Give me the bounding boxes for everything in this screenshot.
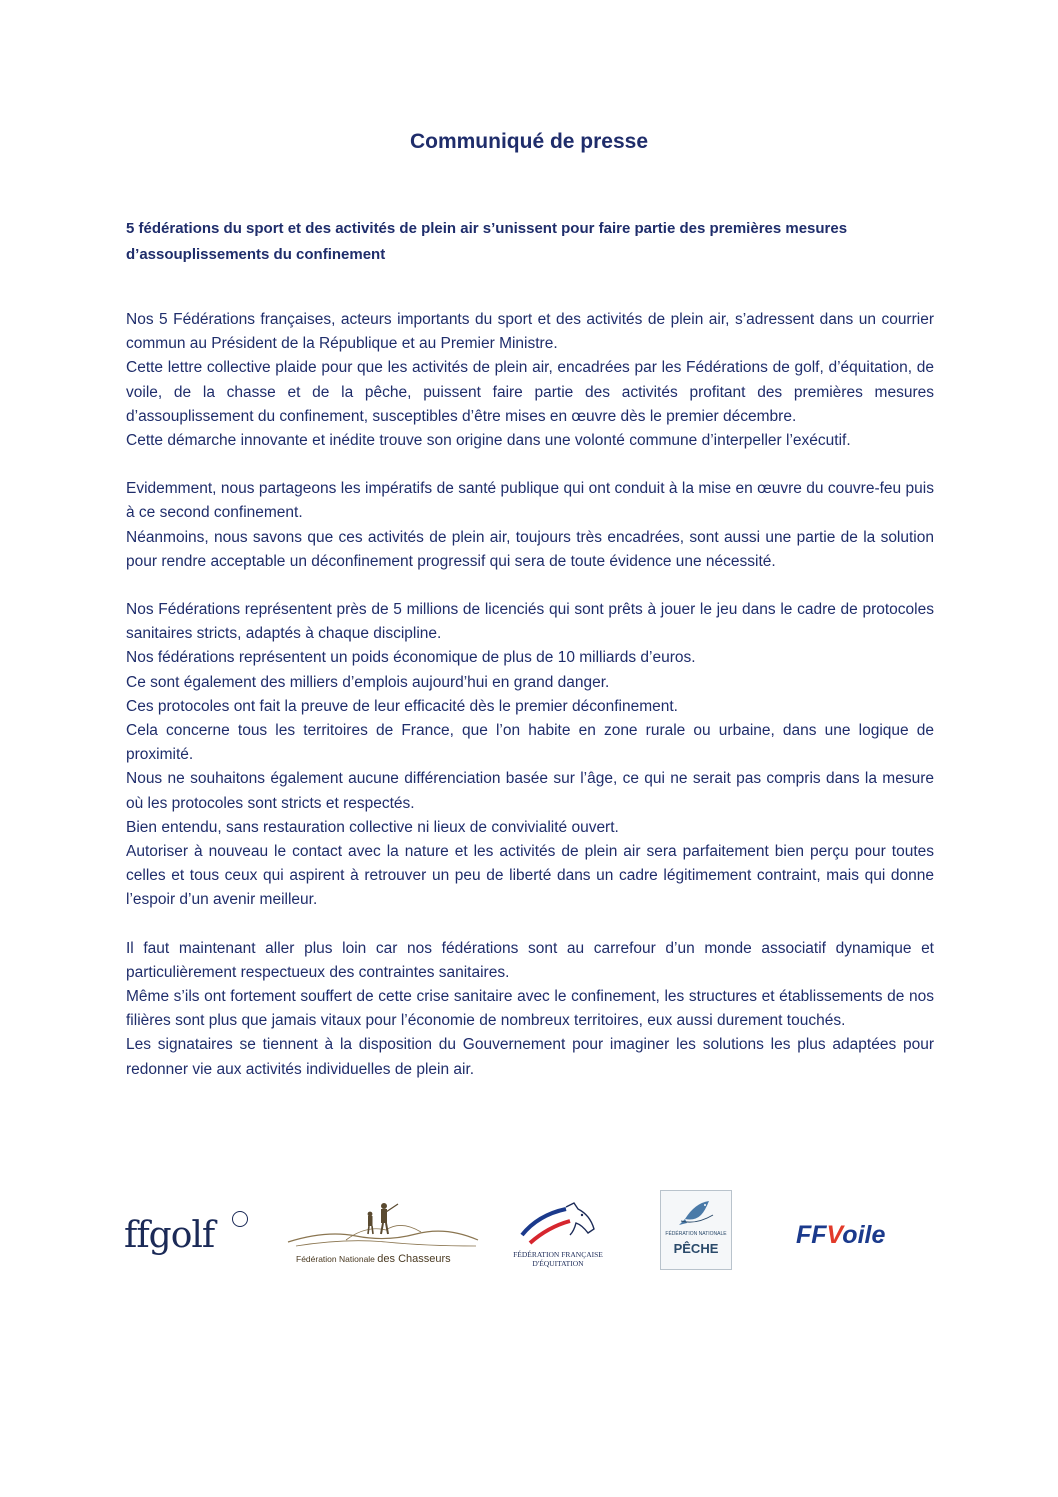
chasseurs-caption [296, 1253, 476, 1265]
horse-head-icon [508, 1195, 608, 1247]
ffvoile-ff: FF [796, 1221, 827, 1249]
body-paragraph: Ce sont également des milliers d’emplois aujourd’hui en grand danger. [126, 673, 610, 691]
peche-logo [660, 1190, 732, 1270]
body-paragraph: Les signataires se tiennent à la disposition du Gouvernement pour imaginer les solutions les plus adaptées pour redonner vie aux activités individuelles de plein air. [126, 1036, 934, 1078]
body-paragraph: Bien entendu, sans restauration collective ni lieux de convivialité ouvert. [126, 818, 619, 836]
hunters-landscape-icon [286, 1190, 480, 1252]
body-paragraph: Nos 5 Fédérations françaises, acteurs importants du sport et des activités de plein air, s’adressent dans un courrier commun au Président de la République et au Premier Ministre. [126, 311, 934, 353]
ffvoile-oile: oile [842, 1221, 886, 1249]
body-paragraph: Nos fédérations représentent un poids économique de plus de 10 milliards d’euros. [126, 649, 696, 667]
body-paragraph: Cette démarche innovante et inédite trouve son origine dans une volonté commune d’interpeller l’exécutif. [126, 432, 851, 450]
ffgolf-wordmark: ffgolf [124, 1215, 215, 1256]
peche-caption-small: FÉDÉRATION NATIONALE [665, 1231, 727, 1237]
body-paragraph: Il faut maintenant aller plus loin car nos fédérations sont au carrefour d’un monde associatif dynamique et particulièrement respectueux des contraintes sanitaires. [126, 939, 934, 981]
body-paragraph: Autoriser à nouveau le contact avec la nature et les activités de plein air sera parfaitement bien perçu pour toutes celles et tous ceux qui aspirent à retrouver un peu de liberté dans un cadre légitimement contraint, mais qui donne l’espoir d’un avenir meilleur. [126, 843, 934, 909]
chasseurs-prefix: Fédération Nationale [296, 1254, 375, 1264]
paragraph-gap [126, 453, 934, 477]
body-paragraph: Nos Fédérations représentent près de 5 millions de licenciés qui sont prêts à jouer le jeu dans le cadre de protocoles sanitaires stricts, adaptés à chaque discipline. [126, 601, 934, 643]
equitation-line1: FÉDÉRATION FRANÇAISE [513, 1250, 603, 1259]
body-paragraph: Nous ne souhaitons également aucune différenciation basée sur l’âge, ce qui ne serait pas compris dans la mesure où les protocoles sont stricts et respectés. [126, 770, 934, 812]
equitation-logo [508, 1195, 608, 1275]
equitation-line2: D'ÉQUITATION [532, 1259, 584, 1268]
body-paragraph: Ces protocoles ont fait la preuve de leur efficacité dès le premier déconfinement. [126, 697, 678, 715]
chasseurs-suffix: des Chasseurs [377, 1253, 451, 1265]
federation-logos [0, 1185, 1058, 1285]
body-paragraph: Evidemment, nous partageons les impératifs de santé publique qui ont conduit à la mise en œuvre du couvre-feu puis à ce second confinement. [126, 480, 934, 522]
subtitle: 5 fédérations du sport et des activités de plein air s’unissent pour faire partie des premières mesures d’assouplissements du confinement [126, 220, 848, 263]
peche-caption-big: PÊCHE [673, 1241, 719, 1256]
body-paragraph: Cette lettre collective plaide pour que les activités de plein air, encadrées par les Fédérations de golf, d’équitation, de voile, de la chasse et de la pêche, puissent faire partie des activités profitant des premières mesures d’assouplissement du confinement, susceptibles d’être mises en œuvre dès le premier décembre. [126, 359, 934, 425]
paragraph-gap [126, 913, 934, 937]
body-paragraph: Même s’ils ont fortement souffert de cette crise sanitaire avec le confinement, les structures et établissements de nos filières sont plus que jamais vitaux pour l’économie de nombreux territoires, eux aussi durement touchés. [126, 988, 934, 1030]
fish-icon [661, 1191, 731, 1231]
ffgolf-logo [124, 1215, 254, 1265]
registered-icon [232, 1211, 248, 1227]
body-paragraph: Néanmoins, nous savons que ces activités de plein air, toujours très encadrées, sont aussi une partie de la solution pour rendre acceptable un déconfinement progressif qui sera de toute évidence une nécessité. [126, 528, 934, 570]
page-title: Communiqué de presse [409, 130, 649, 153]
body-text [126, 308, 934, 1082]
chasseurs-logo [286, 1190, 480, 1270]
body-paragraph: Cela concerne tous les territoires de France, que l’on habite en zone rurale ou urbaine, dans une logique de proximité. [126, 722, 934, 764]
ffvoile-logo [796, 1221, 916, 1255]
ffvoile-v: V [826, 1221, 843, 1249]
paragraph-gap [126, 574, 934, 598]
equitation-caption [508, 1250, 608, 1268]
